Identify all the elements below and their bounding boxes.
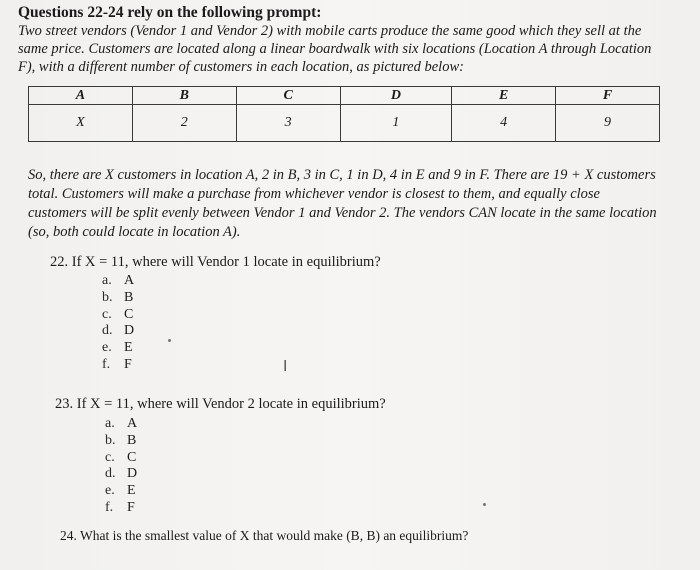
prompt-paragraph: Two street vendors (Vendor 1 and Vendor 2) with mobile carts produce the same good which they sell at the same price. Customers are located along a linear boardwalk with six locations (Location A through Location F), with a different number of customers in each location, as pictured below: bbox=[18, 23, 652, 75]
answer-option: f. F bbox=[105, 499, 135, 515]
answer-option: a. A bbox=[102, 273, 135, 288]
question-22 bbox=[50, 254, 381, 374]
answer-option: e. E bbox=[102, 340, 133, 356]
answer-option: b. B bbox=[102, 289, 134, 305]
answer-option: d. D bbox=[102, 323, 135, 339]
question-23 bbox=[55, 396, 386, 517]
customer-count: 1 bbox=[340, 105, 452, 142]
customer-count: 3 bbox=[236, 105, 340, 142]
text-cursor-icon: I bbox=[283, 357, 288, 375]
answer-option: d. D bbox=[105, 466, 138, 482]
location-table bbox=[28, 86, 660, 142]
explanation-paragraph: So, there are X customers in location A, 2 in B, 3 in C, 1 in D, 4 in E and 9 in F. There are 19 + X customers total. Customers will make a purchase from whichever vendor is closest to them, and equally close customers will be split evenly between Vendor 1 and Vendor 2. The vendors CAN locate in the same location (so, both could locate in location A). bbox=[28, 167, 657, 240]
location-header: A bbox=[29, 87, 133, 105]
answer-option: f. F bbox=[102, 356, 132, 372]
location-header: F bbox=[556, 87, 660, 105]
location-header: C bbox=[236, 87, 340, 105]
paper-speck bbox=[483, 503, 486, 506]
answer-option: a. A bbox=[105, 416, 138, 431]
answer-option: c. C bbox=[102, 306, 134, 322]
answer-option: c. C bbox=[105, 449, 137, 465]
answer-options bbox=[105, 416, 386, 517]
question-stem: 24. What is the smallest value of X that would make (B, B) an equilibrium? bbox=[60, 528, 469, 543]
answer-option: e. E bbox=[105, 483, 136, 499]
customer-count: 4 bbox=[452, 105, 556, 142]
answer-option: b. B bbox=[105, 432, 137, 448]
paper-speck bbox=[168, 339, 171, 342]
question-stem: 22. If X = 11, where will Vendor 1 locate in equilibrium? bbox=[50, 254, 381, 270]
location-header: E bbox=[452, 87, 556, 105]
location-header-row bbox=[29, 87, 660, 105]
customer-count: 9 bbox=[556, 105, 660, 142]
customer-count: X bbox=[29, 105, 133, 142]
customer-count: 2 bbox=[132, 105, 236, 142]
answer-options bbox=[102, 273, 381, 374]
question-24 bbox=[60, 528, 468, 544]
question-stem: 23. If X = 11, where will Vendor 2 locate in equilibrium? bbox=[55, 396, 386, 412]
location-header: B bbox=[132, 87, 236, 105]
page-heading: Questions 22-24 rely on the following prompt: bbox=[18, 4, 322, 21]
customer-count-row bbox=[29, 105, 660, 142]
location-header: D bbox=[340, 87, 452, 105]
